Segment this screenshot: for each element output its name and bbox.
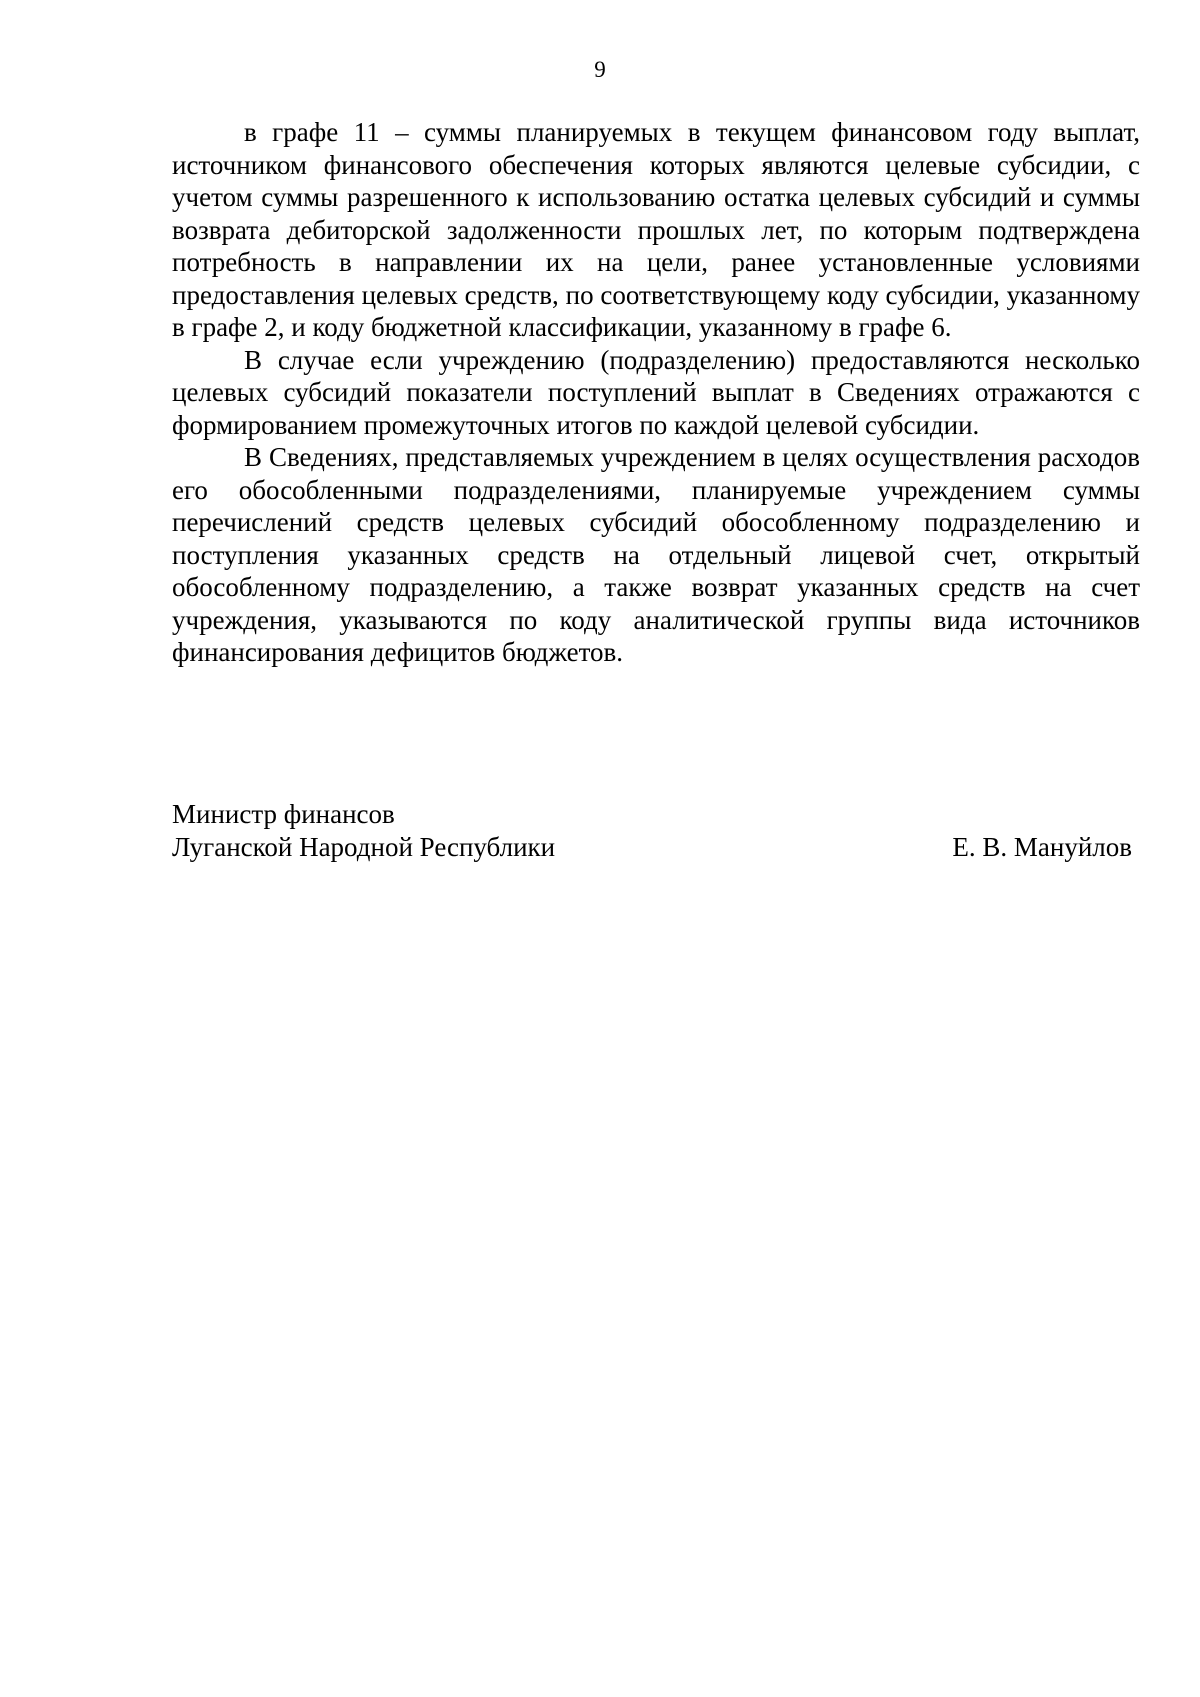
signature-block [172,798,1132,863]
page-number: 9 [594,57,606,82]
document-body [172,116,1140,669]
signatory-position-line2: Луганской Народной Республики [172,831,556,862]
signature-row [172,831,1132,864]
signatory-name: Е. В. Мануйлов [952,831,1132,862]
paragraph-column-11: в графе 11 – суммы планируемых в текущем финансовом году выплат, источником финансового обеспечения которых являются целевые субсидии, с учетом суммы разрешенного к использованию остатка целевых субсидий и суммы возврата дебиторской задолженности прошлых лет, по которым подтверждена потребность в направлении их на цели, ранее установленные условиями предоставления целевых средств, по соответствующему коду субсидии, указанному в графе 2, и коду бюджетной классификации, указанному в графе 6. [172,117,1140,342]
paragraph-multiple-subsidies: В случае если учреждению (подразделению) предоставляются несколько целевых субсидий показатели поступлений выплат в Сведениях отражаются с формированием промежуточных итогов по каждой целевой субсидии. [172,344,1140,440]
paragraph-separate-divisions: В Сведениях, представляемых учреждением в целях осуществления расходов его обособленными подразделениями, планируемые учреждением суммы перечислений средств целевых субсидий обособленному подразделению и поступления указанных средств на отдельный лицевой счет, открытый обособленному подразделению, а также возврат указанных средств на счет учреждения, указываются по коду аналитической группы вида источников финансирования дефицитов бюджетов. [172,442,1140,667]
signatory-position-line1: Министр финансов [172,799,395,829]
